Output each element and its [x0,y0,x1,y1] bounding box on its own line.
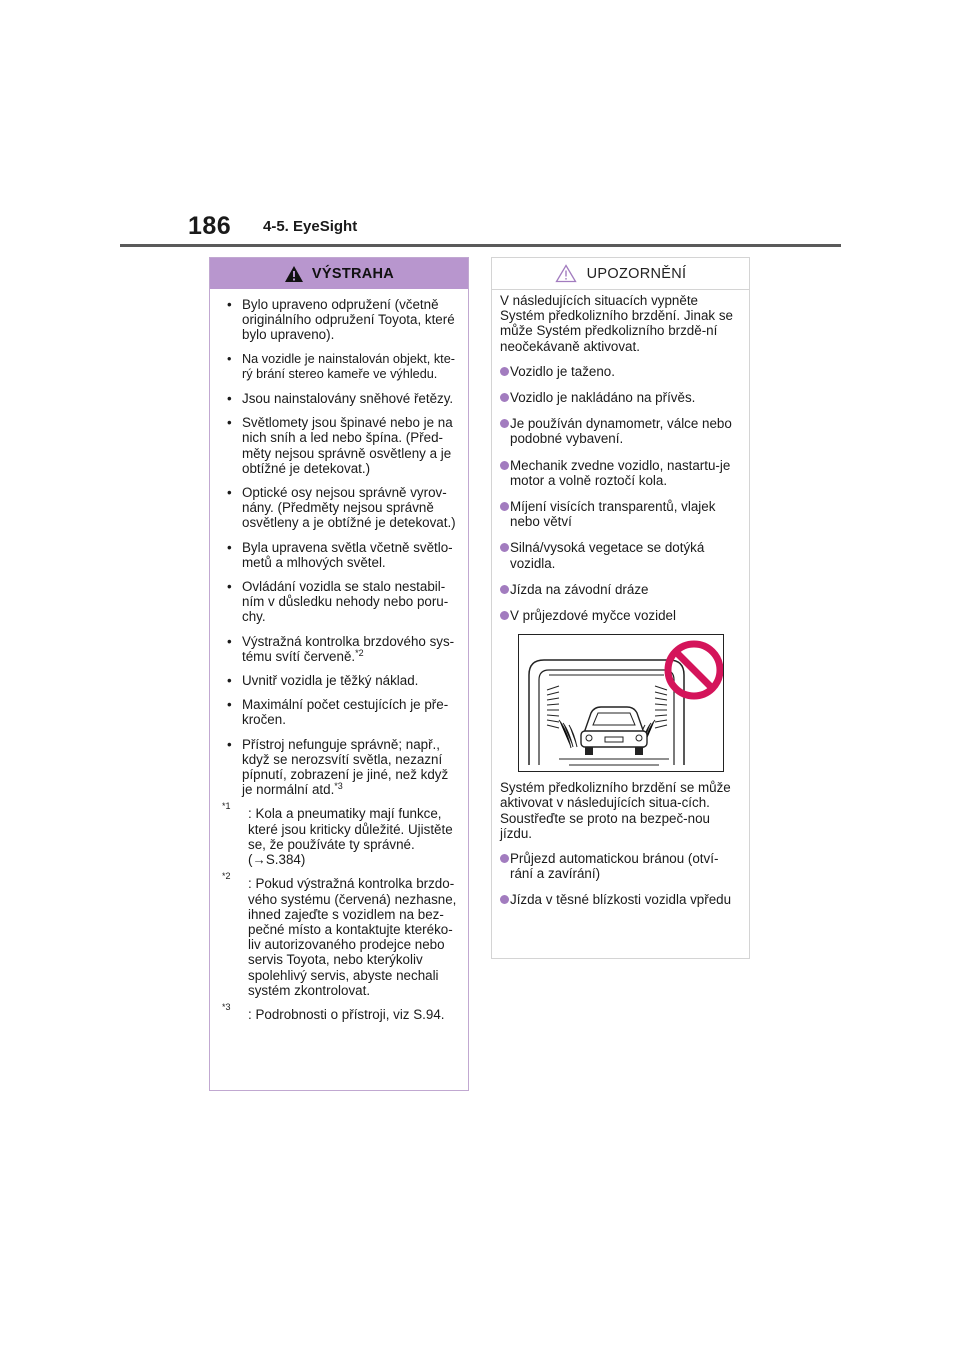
warning-item: • Ovládání vozidla se stalo nestabil-ním v důsledku nehody nebo poru-chy. [227,579,449,625]
car-wash-prohibited-icon [519,635,723,771]
caution-item: Vozidlo je nakládáno na přívěs. [500,390,741,405]
page-number: 186 [188,212,232,240]
caution-middle: Systém předkolizního brzdění se může aktivovat v následujících situa-cích. Soustřeďte se proto na bezpeč-nou jízdu. [500,780,731,841]
warning-body [210,289,468,1022]
footnote: *2 : Pokud výstražná kontrolka brzdo-vého systému (červená) nezhasne, ihned zajeďte s vozidlem na bez-pečné místo a kontaktujte kteréko-liv autorizovaného prodejce nebo servis Toyota, nebo kterýkoliv spolehlivý servis, abyste nechali systém zkontrolovat. [222,871,457,998]
caution-item: Je používán dynamometr, válce nebo podobné vybavení. [500,416,741,446]
warning-item: • Na vozidle je nainstalován objekt, kte-rý brání stereo kameře ve výhledu. [227,351,455,381]
caution-item: Jízda v těsné blízkosti vozidla vpředu [500,892,741,907]
warning-triangle-icon [284,265,304,283]
caution-header [492,258,749,290]
header-rule [120,244,841,247]
caution-box [491,257,750,959]
footnote: *3 : Podrobnosti o přístroji, viz S.94. [222,1001,445,1022]
footnote: *1 : Kola a pneumatiky mají funkce, které jsou kriticky důležité. Ujistěte se, že používáte ty správné. (→S.384) [222,801,453,868]
footnote-ref: *2 [355,647,364,658]
caution-body [492,290,749,908]
warning-header [210,258,468,289]
caution-item: Míjení visících transparentů, vlajek nebo větví [500,499,741,529]
car-wash-illustration [518,634,724,772]
caution-title: UPOZORNĚNÍ [586,265,687,282]
warning-item: • Světlomety jsou špinavé nebo je na nich sníh a led nebo špína. (Před-měty nejsou správně osvětleny a je obtížné je detekovat.) [227,415,453,476]
warning-item: • Maximální počet cestujících je pře-kročen. [227,697,449,728]
caution-item: Průjezd automatickou bránou (otví-rání a zavírání) [500,851,741,881]
caution-item: Vozidlo je taženo. [500,364,741,379]
caution-item: Mechanik zvedne vozidlo, nastartu-je motor a volně roztočí kola. [500,458,741,488]
caution-item: V průjezdové myčce vozidel [500,608,741,623]
warning-box [209,257,469,1091]
caution-item: Silná/vysoká vegetace se dotýká vozidla. [500,540,741,570]
warning-item: • Přístroj nefunguje správně; např., když se nerozsvítí světla, nezazní pípnutí, zobrazení je jiné, než když je normální atd.$^{*3}$ [227,736,449,798]
caution-triangle-icon [555,264,577,283]
page-header [0,0,960,250]
warning-title: VÝSTRAHA [311,265,395,282]
warning-item: • Optické osy nejsou správně vyrov-nány. (Předměty nejsou správně osvětleny a je obtížné je detekovat.) [227,485,456,531]
section-title: 4-5. EyeSight [263,218,358,235]
warning-item: • Bylo upraveno odpružení (včetně originálního odpružení Toyota, které bylo upraveno). [227,297,455,343]
warning-item: • Uvnitř vozidla je těžký náklad. [227,673,419,689]
warning-item: • Jsou nainstalovány sněhové řetězy. [227,391,454,407]
warning-item: • Byla upravena světla včetně světlo-metů a mlhových světel. [227,539,453,570]
caution-item: Jízda na závodní dráze [500,582,741,597]
footnote-ref: *3 [334,781,343,792]
warning-item: • Výstražná kontrolka brzdového sys-tému svítí červeně.$^{*2}$ [227,633,455,664]
caution-intro: V následujících situacích vypněte Systém předkolizního brzdění. Jinak se může Systém předkolizního brzdě-ní neočekávaně aktivovat. [500,293,733,354]
